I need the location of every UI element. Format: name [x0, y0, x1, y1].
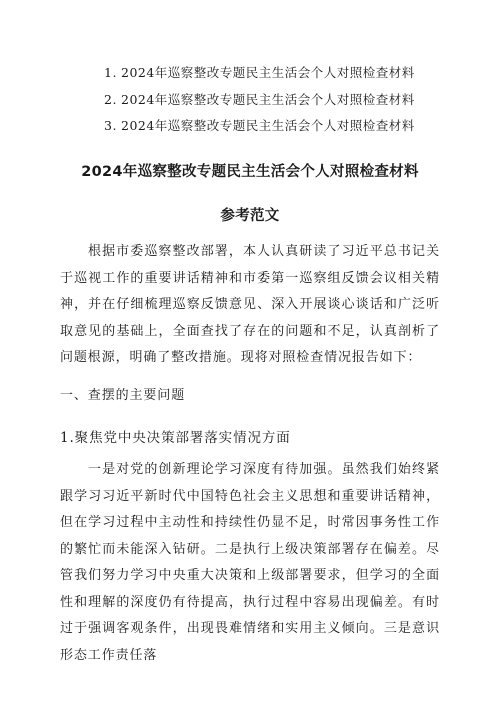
body-paragraph: 一是对党的创新理论学习深度有待加强。虽然我们始终紧跟学习习近平新时代中国特色社会主义思想和重要讲话精神，但在学习过程中主动性和持续性仍显不足，时常因事务性工作的繁忙而未能深入钻研。二是执行上级决策部署存在偏差。尽管我们努力学习中央重大决策和上级部署要求，但学习的全面性和理解的深度仍有待提高，执行过程中容易出现偏差。有时过于强调客观条件，出现畏难情绪和实用主义倾向。三是意识形态工作责任落 [60, 462, 440, 663]
document-title: 2024年巡察整改专题民主生活会个人对照检查材料 [81, 164, 419, 180]
toc-item[interactable] [104, 113, 415, 140]
subsection-heading: 1.聚焦党中央决策部署落实情况方面 [60, 430, 291, 446]
toc-item-text: 2024年巡察整改专题民主生活会个人对照检查材料 [121, 118, 415, 133]
toc-item-text: 2024年巡察整改专题民主生活会个人对照检查材料 [121, 65, 415, 80]
section-heading: 一、查摆的主要问题 [60, 388, 186, 403]
document-subtitle: 参考范文 [220, 208, 280, 224]
toc-item-number: 1. [104, 65, 117, 80]
toc-item[interactable] [104, 60, 415, 87]
intro-paragraph: 根据市委巡察整改部署，本人认真研读了习近平总书记关于巡视工作的重要讲话精神和市委第一巡察组反馈会议相关精神，并在仔细梳理巡察反馈意见、深入开展谈心谈话和广泛听取意见的基础上，全面查找了存在的问题和不足，认真剖析了问题根源，明确了整改措施。现将对照检查情况报告如下： [60, 244, 440, 365]
table-of-contents [104, 60, 415, 140]
toc-item[interactable] [104, 87, 415, 114]
toc-item-text: 2024年巡察整改专题民主生活会个人对照检查材料 [121, 91, 415, 107]
toc-item-number: 3. [104, 118, 117, 133]
toc-item-number: 2. [104, 91, 117, 107]
